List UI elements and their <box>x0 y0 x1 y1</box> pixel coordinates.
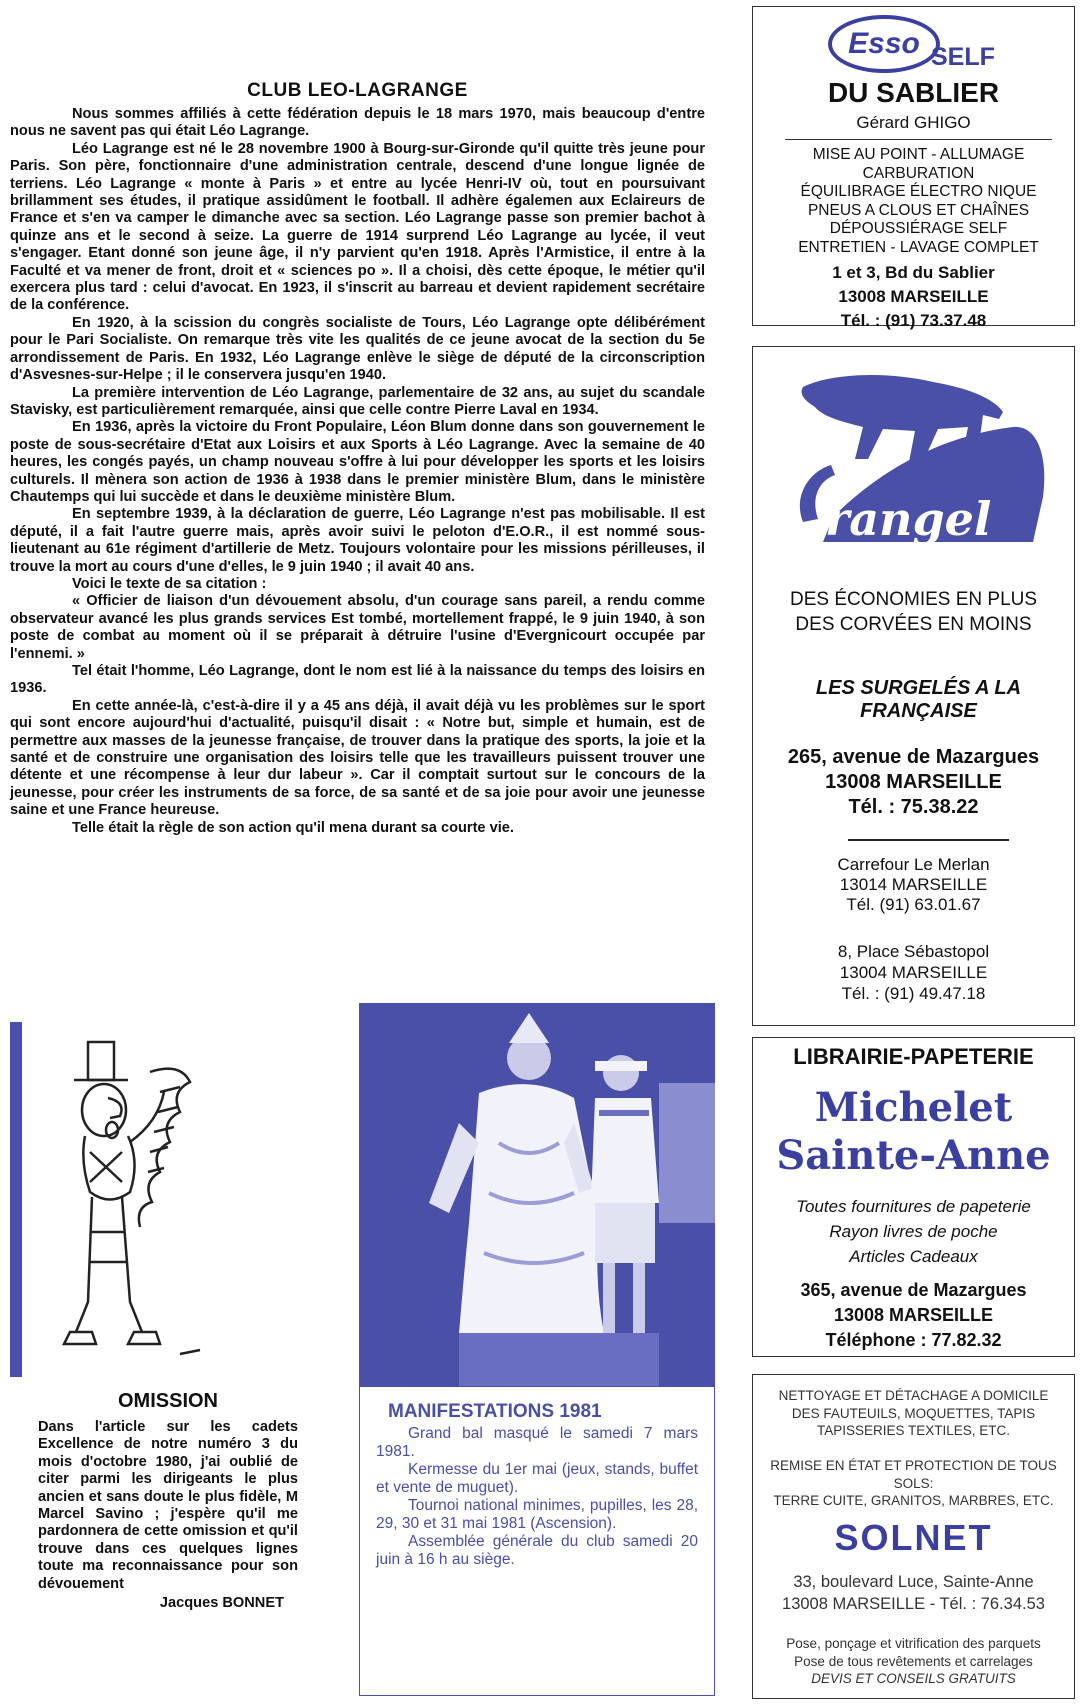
service-line: TAPISSERIES TEXTILES, ETC. <box>816 1423 1011 1438</box>
slogan-line: DES CORVÉES EN MOINS <box>795 614 1032 635</box>
article-paragraph: Léo Lagrange est né le 28 novembre 1900 à Bourg-sur-Gironde qu'il quitte très jeune pour Paris. Son père, fonctionnaire d'une administration centrale, descend d'une longue lignée de terriens. Léo Lagrange « monte à Paris » et entre au lycée Henri-IV où, tout en poursuivant brillamment ses études, il pratique assidûment le football. Il adhère égalemen aux Eclaireurs de France et s'en va camper le dimanche avec sa section. Léo Lagrange passe son premier bachot à quinze ans et le second à seize. La guerre de 1914 surprend Léo Lagrange au lycée, il veut s'engager. Etant donné son jeune âge, il n'y parvient qu'en 1918. Après l'Armistice, il entre à la Faculté et va mener de front, droit et « sciences po ». Il a choisi, dès cette époque, le métier qu'il exercera plus tard : celui d'avocat. En 1923, il s'inscrit au barreau et devient rapidement secrétaire de la conférence. <box>10 140 705 314</box>
address-line: 8, Place Sébastopol <box>837 942 990 961</box>
address-line: 13008 MARSEILLE <box>838 287 989 306</box>
omission-title: OMISSION <box>117 1390 218 1412</box>
offering-line: Toutes fournitures de papeterie <box>796 1197 1031 1216</box>
service-line: NETTOYAGE ET DÉTACHAGE A DOMICILE <box>778 1388 1049 1403</box>
article-paragraph: En 1920, à la scission du congrès socialiste de Tours, Léo Lagrange opte délibérément pour le Pari Socialiste. On remarque très vite les qualités de ce jeune avocat de la section du 5e arrondissement de Paris. En 1932, Léo Lagrange enlève le siège de député de la circonscription d'Asvesnes-sur-Helpe ; il le conservera jusqu'en 1940. <box>10 314 705 384</box>
service-line: REMISE EN ÉTAT ET PROTECTION DE TOUS SOLS: <box>770 1458 1057 1491</box>
article-paragraph: Voici le texte de sa citation : <box>72 575 267 592</box>
michelet-advert <box>752 1037 1075 1357</box>
frangel-advert <box>752 346 1075 1026</box>
omission-text: Dans l'article sur les cadets Excellence de notre numéro 3 du mois d'octobre 1980, j'ai oublié de citer parmi les dirigeants le plus ancien et sans doute le plus fidèle, M Marcel Savino ; j'espère qu'il me pardonnera de cette omission et qu'il trouve dans ces quelques lignes toute ma reconnaissance pour son dévouement <box>38 1419 298 1592</box>
frangel-shop-mazargues <box>753 745 1074 820</box>
service-line: DES FAUTEUILS, MOQUETTES, TAPIS <box>791 1405 1036 1421</box>
address-line: 13004 MARSEILLE <box>839 963 988 982</box>
esso-service-item: DÉPOUSSIÉRAGE SELF <box>829 220 1008 237</box>
polar-bear-icon <box>802 375 1003 462</box>
phone-line: Tél. (91) 63.01.67 <box>846 895 981 914</box>
phone-line: Tél. : (91) 73.37.48 <box>840 311 987 330</box>
slogan-line: DES ÉCONOMIES EN PLUS <box>789 589 1038 610</box>
manifestations-box <box>359 1386 715 1696</box>
michelet-address <box>753 1278 1074 1353</box>
address-line: 33, boulevard Luce, Sainte-Anne <box>793 1573 1034 1591</box>
esso-service-item: CARBURATION <box>862 164 975 182</box>
solnet-address <box>753 1571 1074 1615</box>
article-paragraph: Tel était l'homme, Léo Lagrange, dont le nom est lié à la naissance du temps des loisirs en 1936. <box>10 663 705 697</box>
article-paragraph: La première intervention de Léo Lagrange, parlementaire de 32 ans, au sujet du scandale Stavisky, est particulièrement remarquée, ainsi que celle contre Pierre Laval en 1934. <box>10 384 705 418</box>
manifestation-item: Tournoi national minimes, pupilles, les 28, 29, 30 et 31 mai 1981 (Ascension). <box>376 1497 698 1532</box>
solnet-advert <box>752 1374 1075 1699</box>
service-line: Pose, ponçage et vitrification des parquets <box>786 1636 1041 1651</box>
solnet-services <box>759 1387 1068 1440</box>
esso-advert <box>752 6 1075 330</box>
esso-station-name: DU SABLIER <box>827 77 1000 108</box>
divider <box>848 839 1009 841</box>
article-paragraph: En 1936, après la victoire du Front Populaire, Léon Blum donne dans son gouvernement le poste de sous-secrétaire d'Etat aux Loisirs et aux Sports à Léo Lagrange. Avec la semaine de 40 heures, les congés payés, un champ nouveau s'offre à lui pour développer les sports et les loisirs culturels. Il mènera son action de 1936 à 1938 dans le premier ministère Blum, dans le ministère Chautemps qui lui succède et dans le deuxième ministère Blum. <box>10 419 705 505</box>
frangel-logo-text: rangel <box>825 492 992 546</box>
phone-line: Tél. : 75.38.22 <box>848 796 979 818</box>
michelet-name <box>753 1084 1074 1180</box>
omission-notice <box>38 1390 298 1612</box>
article-paragraph: Nous sommes affiliés à cette fédération depuis le 18 mars 1970, mais beaucoup d'entre nous ne savent pas qui était Léo Lagrange. <box>10 106 705 140</box>
address-line: Carrefour Le Merlan <box>837 855 990 874</box>
manifestation-item: Assemblée générale du club samedi 20 juin à 16 h au siège. <box>376 1533 698 1568</box>
omission-signature: Jacques BONNET <box>159 1595 284 1612</box>
service-line: Pose de tous revêtements et carrelages <box>794 1653 1033 1669</box>
esso-service-item: MISE AU POINT - ALLUMAGE <box>812 146 1025 163</box>
shop-name-line: Sainte-Anne <box>776 1132 1051 1179</box>
frangel-logo <box>763 367 1063 557</box>
article-paragraph: En cette année-là, c'est-à-dire il y a 45 ans déjà, il avait déjà vu les problèmes sur le sport qui sont encore aujourd'hui d'actualité, puisqu'il disait : « Notre but, simple et humain, est de permettre aux masses de la jeunesse française, de trouver dans la pratique des sports, la joie et la santé et de construire une organisation des loisirs telle que les travailleurs puissent trouver une détente et une récompense à leur dur labeur ». Car il comptait surtout sur le concours de la jeunesse, pour créer les instruments de sa force, de sa santé et de sa joie pour avoir une jeunesse saine et une France heureuse. <box>10 697 705 819</box>
address-line: 13008 MARSEILLE <box>833 1305 994 1325</box>
esso-self-label: SELF <box>931 43 995 71</box>
cartoon-illustration <box>10 1022 210 1377</box>
michelet-header: LIBRAIRIE-PAPETERIE <box>793 1044 1034 1069</box>
service-line: TERRE CUITE, GRANITOS, MARBRES, ETC. <box>773 1493 1054 1508</box>
solnet-extra <box>759 1635 1068 1688</box>
phone-line: 13008 MARSEILLE - Tél. : 76.34.53 <box>782 1595 1045 1613</box>
article-leo-lagrange <box>10 80 705 837</box>
solnet-name: SOLNET <box>834 1517 993 1558</box>
frangel-slogan <box>753 587 1074 637</box>
frangel-banner: LES SURGELÉS A LA FRANÇAISE <box>815 677 1022 722</box>
esso-owner: Gérard GHIGO <box>856 113 971 132</box>
esso-service-item: ENTRETIEN - LAVAGE COMPLET <box>798 238 1039 256</box>
costume-photo <box>359 1003 715 1386</box>
esso-service-item: PNEUS A CLOUS ET CHAÎNES <box>807 201 1030 219</box>
frangel-shop-merlan <box>753 855 1074 915</box>
esso-address <box>753 261 1074 333</box>
address-line: 1 et 3, Bd du Sablier <box>832 263 995 282</box>
decorative-bar <box>10 1022 22 1377</box>
article-citation: « Officier de liaison d'un dévouement absolu, d'un courage sans pareil, a rendu comme observateur avancé les plus grands services Est tombé, mortellement frappé, le 9 juin 1940, à son poste de combat au moment où il se préparait à détruire l'usine d'Evergnicourt occupée par l'ennemi. » <box>10 593 705 662</box>
address-line: 365, avenue de Mazargues <box>800 1280 1027 1300</box>
address-line: 13014 MARSEILLE <box>839 875 988 894</box>
service-line: DEVIS ET CONSEILS GRATUITS <box>811 1671 1016 1686</box>
esso-service-item: ÉQUILIBRAGE ÉLECTRO NIQUE <box>800 183 1037 200</box>
esso-services-list <box>785 139 1052 257</box>
article-paragraph: En septembre 1939, à la déclaration de guerre, Léo Lagrange n'est pas mobilisable. Il est député, il a fait l'autre guerre mais, après avoir suivi le peloton d'E.O.R., il est nommé sous-lieutenant au 61e régiment d'artillerie de Metz. Toujours volontaire pour les missions périlleuses, il trouve la mort au cours d'une d'elles, le 9 juin 1940 ; il avait 40 ans. <box>10 506 705 575</box>
photo-image <box>359 1003 715 1386</box>
frangel-shop-sebastopol <box>753 941 1074 1004</box>
address-line: 265, avenue de Mazargues <box>787 746 1040 768</box>
article-paragraph: Telle était la règle de son action qu'il mena durant sa courte vie. <box>72 819 514 836</box>
phone-line: Tél. : (91) 49.47.18 <box>841 984 986 1003</box>
manifestation-item: Kermesse du 1er mai (jeux, stands, buffet et vente de muguet). <box>376 1461 698 1496</box>
offering-line: Articles Cadeaux <box>849 1247 978 1266</box>
solnet-floor-services <box>759 1457 1068 1510</box>
offering-line: Rayon livres de poche <box>829 1222 998 1241</box>
shop-name-line: Michelet <box>814 1084 1013 1131</box>
address-line: 13008 MARSEILLE <box>825 771 1002 793</box>
michelet-offerings <box>753 1194 1074 1269</box>
phone-line: Téléphone : 77.82.32 <box>825 1330 1002 1350</box>
manifestations-title: MANIFESTATIONS 1981 <box>388 1401 602 1422</box>
town-crier-icon <box>30 1032 210 1372</box>
article-title: CLUB LEO-LAGRANGE <box>247 80 468 101</box>
manifestation-item: Grand bal masqué le samedi 7 mars 1981. <box>376 1425 698 1460</box>
esso-logo: Esso <box>828 15 940 73</box>
